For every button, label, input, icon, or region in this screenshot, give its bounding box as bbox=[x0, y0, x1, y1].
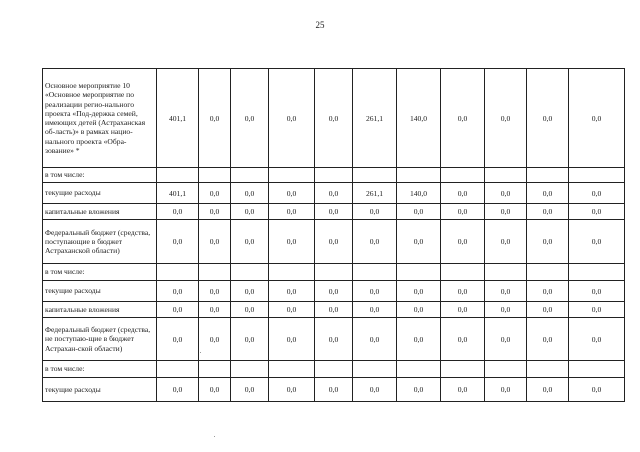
value-cell: 0,0 bbox=[315, 220, 353, 264]
value-cell bbox=[569, 361, 625, 378]
row-label: капитальные вложения bbox=[43, 204, 157, 220]
value-cell: 0,0 bbox=[157, 302, 199, 318]
value-cell bbox=[231, 168, 269, 183]
table-row bbox=[43, 361, 625, 378]
value-cell: 0,0 bbox=[157, 318, 199, 361]
value-cell bbox=[353, 168, 397, 183]
value-cell: 0,0 bbox=[231, 318, 269, 361]
value-cell: 0,0 bbox=[231, 281, 269, 302]
value-cell: 0,0 bbox=[397, 378, 441, 402]
value-cell bbox=[315, 168, 353, 183]
value-cell: 0,0 bbox=[269, 378, 315, 402]
value-cell: 0,0 bbox=[231, 378, 269, 402]
value-cell: 401,1 bbox=[157, 69, 199, 168]
value-cell: 0,0 bbox=[397, 204, 441, 220]
value-cell: 0,0 bbox=[353, 204, 397, 220]
value-cell: 0,0 bbox=[315, 204, 353, 220]
value-cell: 0,0 bbox=[199, 302, 231, 318]
value-cell: 0,0 bbox=[485, 183, 527, 204]
table-row bbox=[43, 378, 625, 402]
row-label: в том числе: bbox=[43, 168, 157, 183]
value-cell: 0,0 bbox=[569, 183, 625, 204]
value-cell: 0,0 bbox=[569, 204, 625, 220]
table-row bbox=[43, 220, 625, 264]
value-cell bbox=[231, 361, 269, 378]
value-cell: 0,0 bbox=[353, 378, 397, 402]
value-cell: 0,0 bbox=[485, 378, 527, 402]
table-row bbox=[43, 318, 625, 361]
value-cell bbox=[527, 264, 569, 281]
value-cell: 0,0 bbox=[485, 302, 527, 318]
value-cell: 0,0 bbox=[315, 302, 353, 318]
row-label: текущие расходы bbox=[43, 378, 157, 402]
value-cell bbox=[485, 168, 527, 183]
value-cell: 0,0 bbox=[231, 204, 269, 220]
value-cell: 0,0 bbox=[397, 302, 441, 318]
value-cell: 0,0 bbox=[569, 281, 625, 302]
value-cell: 0,0 bbox=[397, 281, 441, 302]
value-cell: 401,1 bbox=[157, 183, 199, 204]
value-cell bbox=[231, 264, 269, 281]
value-cell: 0,0 bbox=[269, 183, 315, 204]
value-cell: 0,0 bbox=[315, 281, 353, 302]
value-cell: 0,0 bbox=[231, 183, 269, 204]
table-row bbox=[43, 183, 625, 204]
value-cell bbox=[397, 361, 441, 378]
value-cell: 0,0 bbox=[569, 220, 625, 264]
value-cell: 0,0 bbox=[569, 302, 625, 318]
value-cell: 0,0 bbox=[157, 281, 199, 302]
table-row bbox=[43, 204, 625, 220]
value-cell bbox=[485, 361, 527, 378]
value-cell bbox=[199, 264, 231, 281]
value-cell: 0,0 bbox=[353, 318, 397, 361]
table-row bbox=[43, 168, 625, 183]
value-cell: 0,0 bbox=[315, 183, 353, 204]
value-cell: 0,0 bbox=[157, 378, 199, 402]
value-cell: 0,0 bbox=[441, 302, 485, 318]
value-cell: 0,0 bbox=[269, 302, 315, 318]
value-cell: 0,0 bbox=[269, 281, 315, 302]
value-cell: 0,0 bbox=[441, 204, 485, 220]
value-cell bbox=[315, 264, 353, 281]
value-cell bbox=[485, 264, 527, 281]
value-cell bbox=[269, 361, 315, 378]
value-cell bbox=[315, 361, 353, 378]
value-cell: 0,0 bbox=[441, 378, 485, 402]
value-cell: 0,0 bbox=[199, 318, 231, 361]
value-cell: 0,0 bbox=[199, 183, 231, 204]
value-cell: 261,1 bbox=[353, 183, 397, 204]
value-cell bbox=[269, 264, 315, 281]
table-row bbox=[43, 69, 625, 168]
value-cell: 0,0 bbox=[315, 378, 353, 402]
value-cell: 0,0 bbox=[485, 281, 527, 302]
value-cell: 0,0 bbox=[569, 318, 625, 361]
value-cell: 0,0 bbox=[397, 220, 441, 264]
value-cell bbox=[269, 168, 315, 183]
value-cell bbox=[397, 168, 441, 183]
value-cell: 0,0 bbox=[441, 69, 485, 168]
row-label: капитальные вложения bbox=[43, 302, 157, 318]
value-cell: 0,0 bbox=[199, 220, 231, 264]
value-cell: 0,0 bbox=[441, 318, 485, 361]
value-cell: 0,0 bbox=[441, 281, 485, 302]
value-cell bbox=[157, 361, 199, 378]
value-cell: 0,0 bbox=[569, 378, 625, 402]
value-cell bbox=[157, 264, 199, 281]
value-cell: 0,0 bbox=[231, 302, 269, 318]
page-number: 25 bbox=[315, 20, 325, 30]
value-cell: 0,0 bbox=[353, 220, 397, 264]
value-cell: 0,0 bbox=[315, 318, 353, 361]
value-cell: 0,0 bbox=[485, 204, 527, 220]
row-label: Основное мероприятие 10 «Основное мероприятие по реализации регио-нального проекта «Под-держка семей, имеющих детей (Астраханская об-ласть)» в рамках нацио-нального проекта «Обра-зование» * bbox=[43, 69, 157, 168]
value-cell: 0,0 bbox=[199, 69, 231, 168]
value-cell: 0,0 bbox=[527, 220, 569, 264]
value-cell bbox=[353, 264, 397, 281]
value-cell bbox=[527, 361, 569, 378]
value-cell bbox=[441, 264, 485, 281]
value-cell: 0,0 bbox=[315, 69, 353, 168]
scan-speck bbox=[200, 352, 201, 353]
value-cell: 0,0 bbox=[397, 318, 441, 361]
value-cell: 0,0 bbox=[199, 378, 231, 402]
table-row bbox=[43, 302, 625, 318]
value-cell: 0,0 bbox=[231, 220, 269, 264]
row-label: текущие расходы bbox=[43, 281, 157, 302]
row-label: Федеральный бюджет (средства, не поступаю-щие в бюджет Астрахан-ской области) bbox=[43, 318, 157, 361]
row-label: в том числе: bbox=[43, 361, 157, 378]
value-cell: 0,0 bbox=[527, 281, 569, 302]
value-cell: 0,0 bbox=[527, 183, 569, 204]
value-cell: 0,0 bbox=[157, 204, 199, 220]
value-cell: 0,0 bbox=[569, 69, 625, 168]
value-cell: 0,0 bbox=[269, 204, 315, 220]
table-row bbox=[43, 264, 625, 281]
value-cell: 0,0 bbox=[353, 302, 397, 318]
value-cell bbox=[199, 361, 231, 378]
value-cell: 0,0 bbox=[269, 69, 315, 168]
budget-table bbox=[42, 68, 625, 402]
value-cell bbox=[199, 168, 231, 183]
value-cell bbox=[569, 168, 625, 183]
scan-speck bbox=[214, 436, 215, 437]
value-cell: 0,0 bbox=[199, 204, 231, 220]
value-cell: 0,0 bbox=[527, 378, 569, 402]
value-cell bbox=[397, 264, 441, 281]
value-cell: 261,1 bbox=[353, 69, 397, 168]
row-label: в том числе: bbox=[43, 264, 157, 281]
value-cell: 0,0 bbox=[527, 204, 569, 220]
value-cell: 140,0 bbox=[397, 69, 441, 168]
value-cell: 0,0 bbox=[353, 281, 397, 302]
value-cell bbox=[441, 361, 485, 378]
value-cell: 0,0 bbox=[527, 318, 569, 361]
value-cell: 0,0 bbox=[231, 69, 269, 168]
value-cell: 0,0 bbox=[199, 281, 231, 302]
value-cell: 0,0 bbox=[441, 183, 485, 204]
value-cell: 0,0 bbox=[441, 220, 485, 264]
row-label: текущие расходы bbox=[43, 183, 157, 204]
value-cell: 0,0 bbox=[485, 318, 527, 361]
value-cell bbox=[527, 168, 569, 183]
value-cell bbox=[569, 264, 625, 281]
value-cell: 0,0 bbox=[527, 69, 569, 168]
value-cell: 0,0 bbox=[485, 69, 527, 168]
value-cell: 140,0 bbox=[397, 183, 441, 204]
value-cell: 0,0 bbox=[269, 318, 315, 361]
table-row bbox=[43, 281, 625, 302]
value-cell: 0,0 bbox=[485, 220, 527, 264]
value-cell bbox=[353, 361, 397, 378]
value-cell bbox=[441, 168, 485, 183]
row-label: Федеральный бюджет (средства, поступающие в бюджет Астраханской области) bbox=[43, 220, 157, 264]
value-cell: 0,0 bbox=[157, 220, 199, 264]
value-cell: 0,0 bbox=[269, 220, 315, 264]
value-cell bbox=[157, 168, 199, 183]
value-cell: 0,0 bbox=[527, 302, 569, 318]
